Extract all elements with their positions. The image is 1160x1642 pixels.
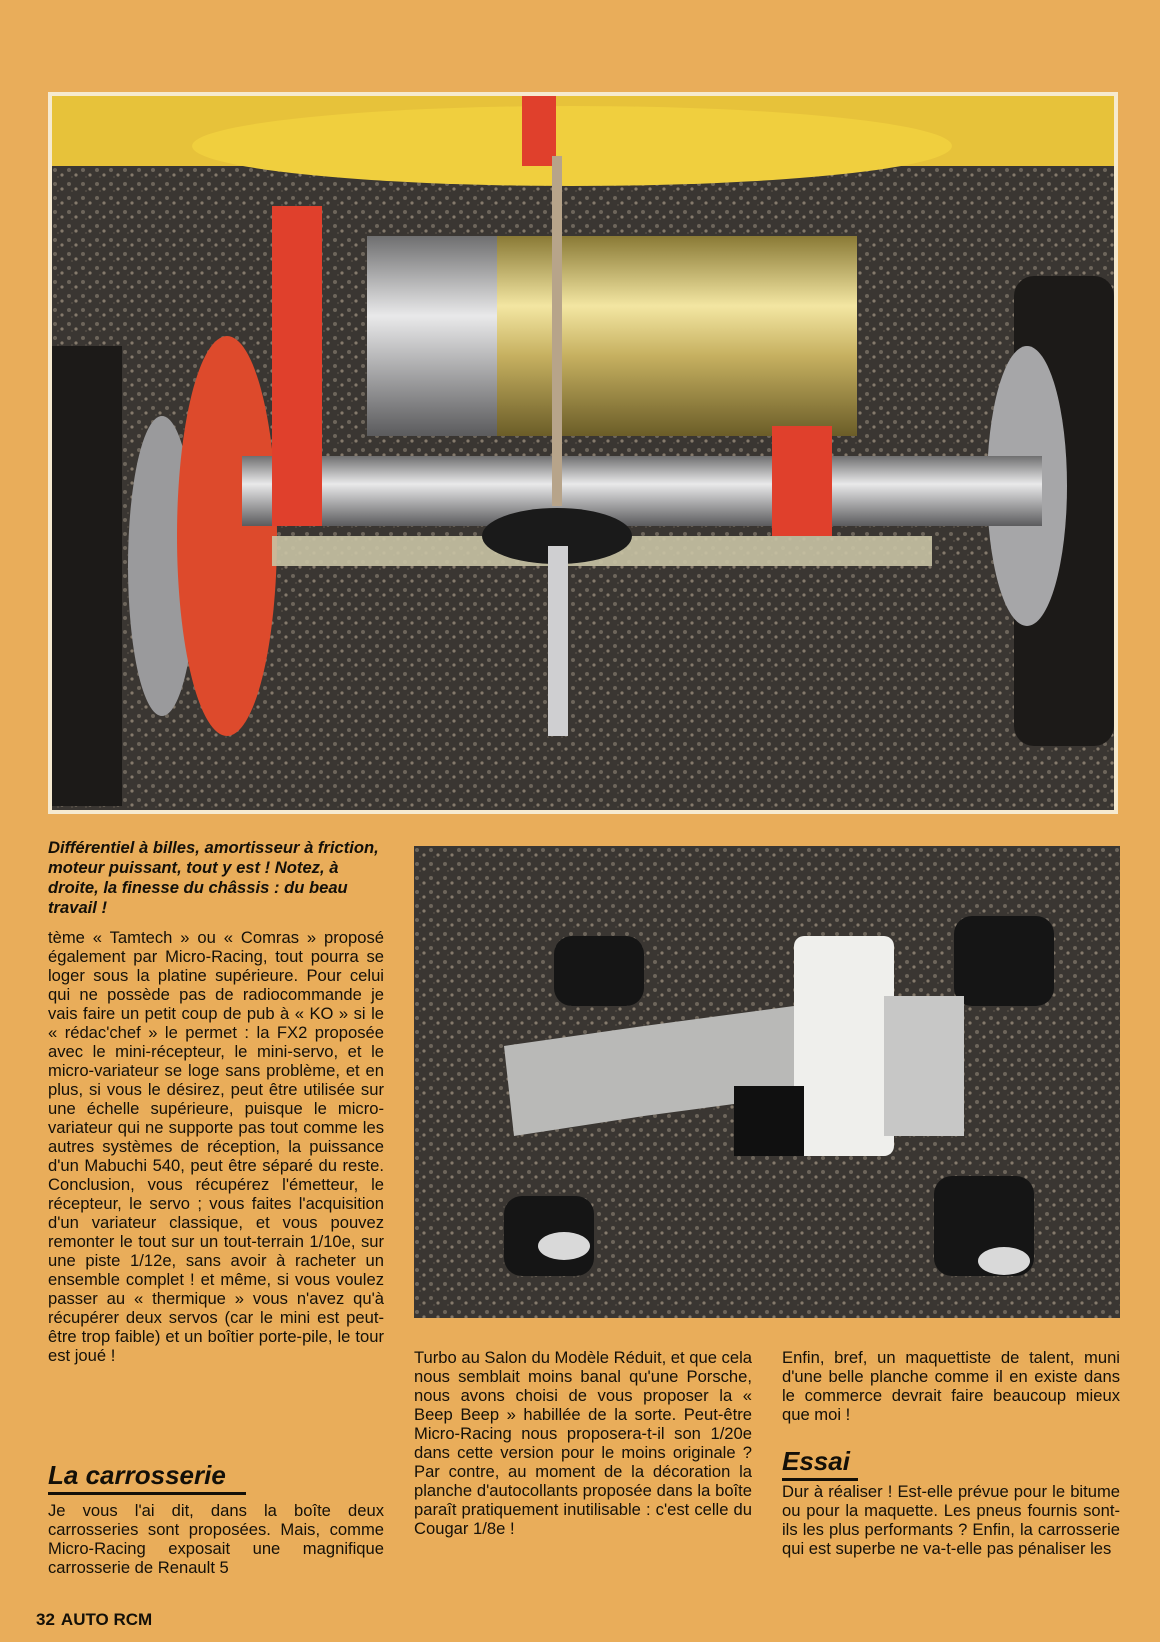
column-2-text bbox=[414, 1348, 752, 1538]
photo-caption: Différentiel à billes, amortisseur à friction, moteur puissant, tout y est ! Notez, à droite, la finesse du châssis : du beau travail ! bbox=[48, 838, 379, 917]
column-3-paragraph-1: Enfin, bref, un maquettiste de talent, muni d'une belle planche comme il en existe dans le commerce devrait faire beaucoup mieux que moi ! bbox=[782, 1348, 1120, 1424]
heading-essai-underline bbox=[782, 1478, 858, 1481]
heading-carrosserie-underline bbox=[48, 1492, 246, 1495]
page-folio bbox=[36, 1610, 152, 1630]
photo-chassis bbox=[414, 846, 1120, 1318]
heading-carrosserie: La carrosserie bbox=[48, 1460, 226, 1490]
column-3-text bbox=[782, 1348, 1120, 1424]
column-1-text-continued bbox=[48, 1501, 384, 1577]
column-1-paragraph-1: tème « Tamtech » ou « Comras » proposé également par Micro-Racing, tout pourra se loger sous la platine supérieure. Pour celui qui ne possède pas de radiocommande je vais faire un petit coup de pub à « KO » si le « rédac'chef » le permet : la FX2 proposée avec le mini-récepteur, le mini-servo, et le micro-variateur se loge sans problème, et en plus, si vous le désirez, peut être utilisée sur une échelle supérieure, puisque le micro-variateur qui ne supporte pas tout comme les autres systèmes de réception, la puissance d'un Mabuchi 540, peut être séparé du reste. Conclusion, vous récupérez l'émetteur, le récepteur, le servo ; vous faites l'acquisition d'un variateur classique, et vous pouvez remonter le tout sur un tout-terrain 1/10e, sur une piste 1/12e, sans avoir à racheter un ensemble complet ! et même, si vous voulez passer au « thermique » vous n'avez qu'à récupérer deux servos (car le mini est peut-être trop faible) et un boîtier porte-pile, le tour est joué ! bbox=[48, 928, 384, 1365]
page-number: 32 bbox=[36, 1610, 55, 1629]
magazine-name: AUTO RCM bbox=[60, 1610, 153, 1629]
photo-rear-axle bbox=[48, 92, 1118, 814]
photo-rear-axle-image bbox=[52, 96, 1114, 810]
column-3-text-continued bbox=[782, 1482, 1120, 1558]
column-2-paragraph-1: Turbo au Salon du Modèle Réduit, et que cela nous semblait moins banal qu'une Porsche, nous avons choisi de vous proposer la « Beep Beep » habillée de la sorte. Peut-être Micro-Racing nous proposera-t-il son 1/20e dans cette version pour le moins originale ? Par contre, au moment de la décoration la planche d'autocollants proposée dans la boîte paraît pratiquement inutilisable : c'est celle du Cougar 1/8e ! bbox=[414, 1348, 752, 1538]
photo-chassis-image bbox=[414, 846, 1120, 1318]
column-1-text bbox=[48, 928, 384, 1365]
column-1-paragraph-2: Je vous l'ai dit, dans la boîte deux carrosseries sont proposées. Mais, comme Micro-Racing exposait une magnifique carrosserie de Renault 5 bbox=[48, 1501, 384, 1577]
column-3-paragraph-2: Dur à réaliser ! Est-elle prévue pour le bitume ou pour la maquette. Les pneus fournis sont-ils les plus performants ? Enfin, la carrosserie qui est superbe ne va-t-elle pas pénaliser les bbox=[782, 1482, 1120, 1558]
heading-essai: Essai bbox=[782, 1446, 850, 1476]
